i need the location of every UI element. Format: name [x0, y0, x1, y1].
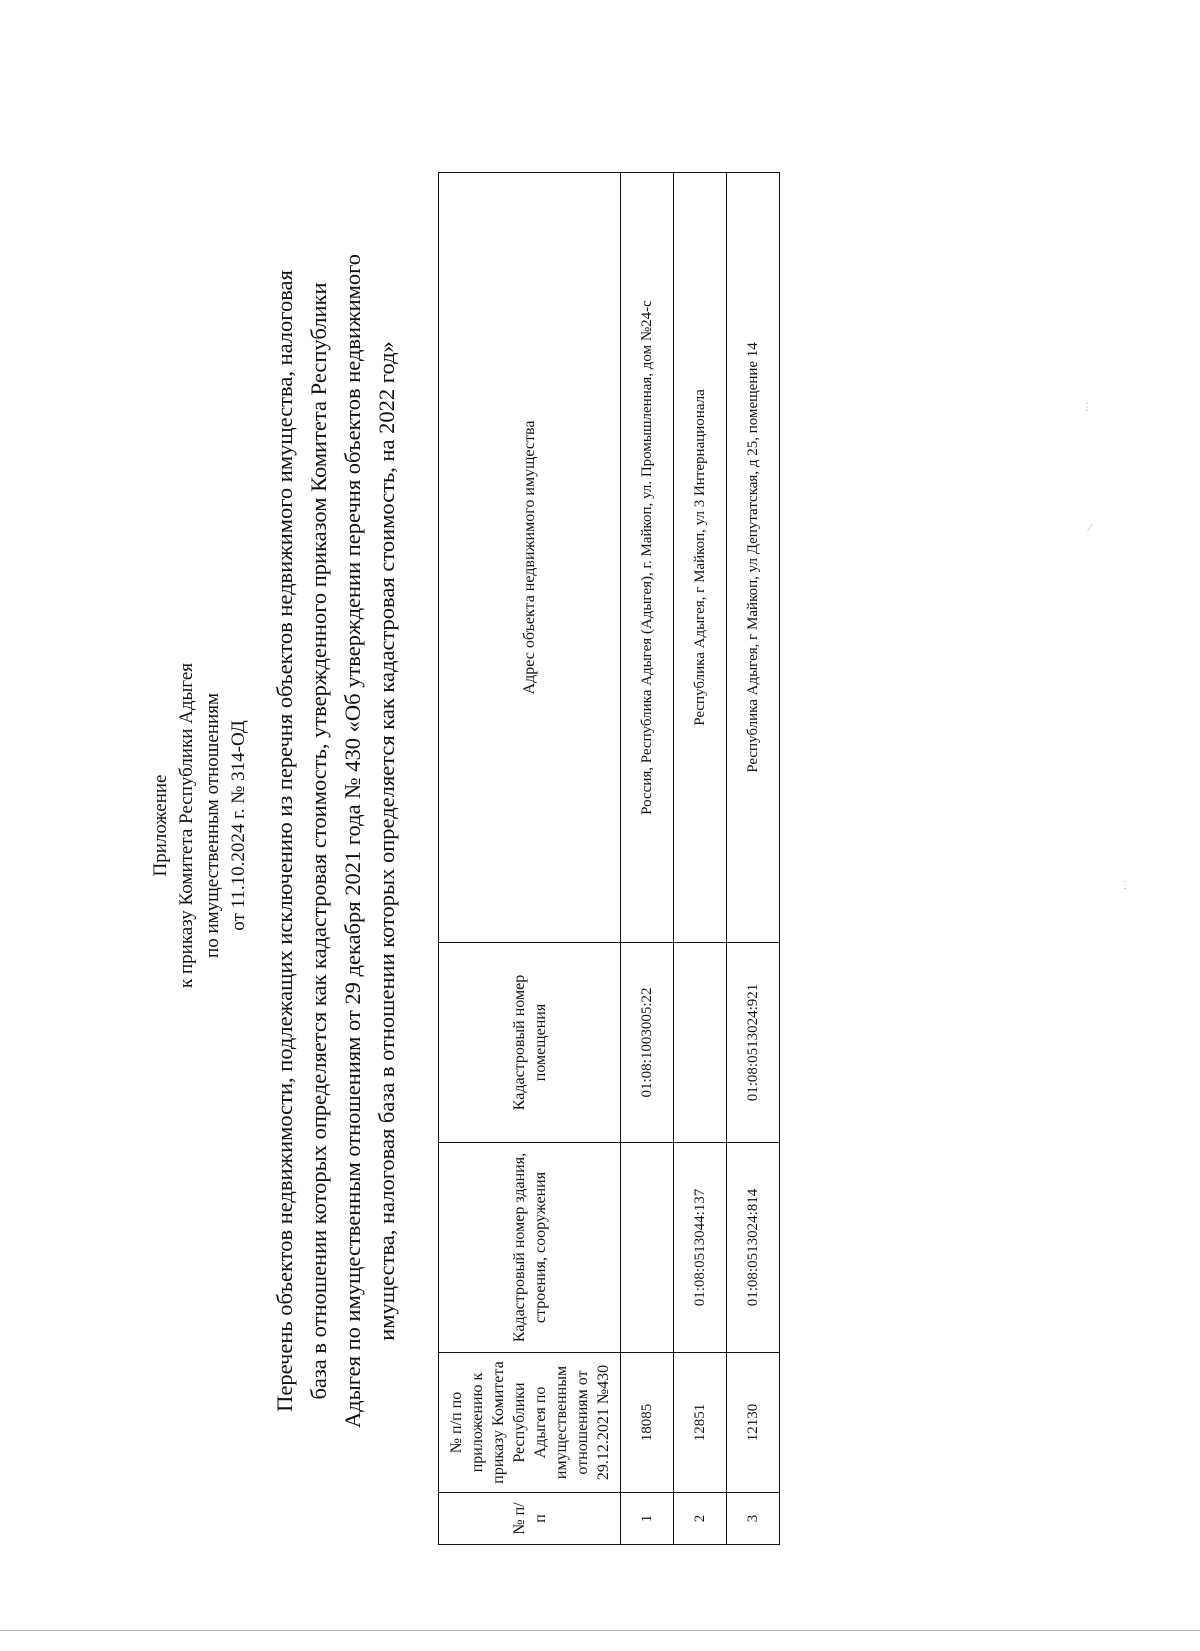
cell-premises-cadastral: 01:08:1003005:22 [621, 943, 674, 1143]
header-premises-cadastral: Кадастровый номер помещения [439, 943, 621, 1143]
heading-line: имущества, налоговая база в отношении которых определяется как кадастровая стоимость, на 2022 год» [374, 341, 399, 1341]
table-row [621, 173, 674, 1545]
objects-table [438, 172, 780, 1545]
cell-address: Россия, Республика Адыгея (Адыгея), г. Майкоп, ул. Промышленная, дом №24-с [621, 173, 674, 943]
header-building-cadastral: Кадастровый номер здания, строения, сооружения [439, 1143, 621, 1353]
appendix-committee: по имущественным отношениям [202, 693, 223, 958]
heading-line: Перечень объектов недвижимости, подлежащих исключению из перечня объектов недвижимого имущества, налоговая [272, 270, 297, 1412]
cell-building-cadastral: 01:08:0513044:137 [674, 1143, 727, 1353]
scan-speck: ⋮ [1120, 880, 1130, 891]
header-address: Адрес объекта недвижимого имущества [439, 173, 621, 943]
cell-ref: 12130 [727, 1353, 780, 1493]
appendix-block [148, 0, 252, 1651]
cell-address: Республика Адыгея, г Майкоп, ул Депутатская, д 25, помещение 14 [727, 173, 780, 943]
heading-line: Адыгея по имущественным отношениям от 29 декабря 2021 года № 430 «Об утверждении перечня объектов недвижимого [340, 253, 365, 1429]
cell-num: 1 [621, 1493, 674, 1545]
cell-ref: 12851 [674, 1353, 727, 1493]
appendix-order-ref: к приказу Комитета Республики Адыгея [176, 663, 197, 988]
cell-building-cadastral: 01:08:0513024:814 [727, 1143, 780, 1353]
scan-speck: ⁄ [1089, 523, 1091, 534]
appendix-date: от 11.10.2024 г. № 314-ОД [228, 720, 249, 931]
header-ref: № п/п по приложению к приказу Комитета Республики Адыгея по имущественным отношениям от 29.12.2021 №430 [439, 1353, 621, 1493]
cell-address: Республика Адыгея, г Майкоп, ул 3 Интернационала [674, 173, 727, 943]
header-num: № п/п [439, 1493, 621, 1545]
cell-num: 3 [727, 1493, 780, 1545]
table-header-row [439, 173, 621, 1545]
table-row [727, 173, 780, 1545]
cell-premises-cadastral: 01:08:0513024:921 [727, 943, 780, 1143]
cell-premises-cadastral [674, 943, 727, 1143]
scan-edge-line [0, 1630, 1200, 1631]
cell-building-cadastral [621, 1143, 674, 1353]
scan-speck: ⋮ [1082, 402, 1092, 413]
table-row [674, 173, 727, 1545]
cell-ref: 18085 [621, 1353, 674, 1493]
cell-num: 2 [674, 1493, 727, 1545]
heading-line: база в отношении которых определяется как кадастровая стоимость, утвержденного приказом Комитета Республики [306, 282, 331, 1400]
appendix-title: Приложение [150, 774, 171, 877]
document-heading [268, 161, 404, 1521]
